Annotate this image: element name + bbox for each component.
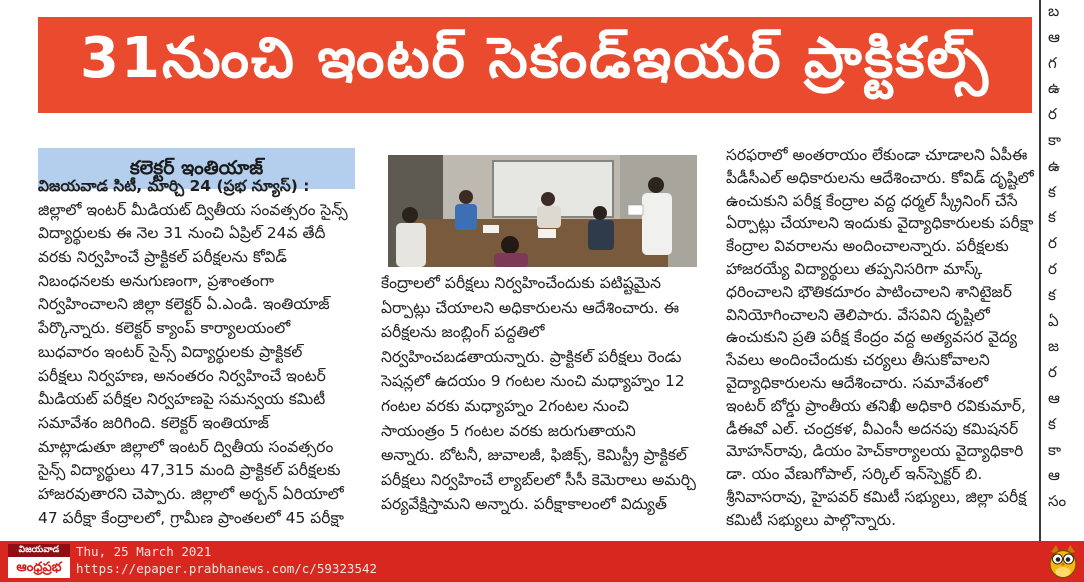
text-line: మోహన్‌రావు, డియం హెచ్‌కార్యాలయ వైద్యాధికారి: [726, 442, 1024, 461]
text-line: ఏర్పాట్లు చేయాలని ఇందుకు వైద్యాధికారులకు పరీక్షా: [726, 214, 1034, 233]
text-line: జిల్లాలో ఇంటర్ మీడియట్ ద్వితీయ సంవత్సరం సైన్స్: [38, 200, 348, 219]
cut-off-text-fragment: ఏ: [1048, 311, 1059, 330]
cut-off-text-fragment: ఆ: [1048, 389, 1060, 407]
person-head: [402, 207, 418, 223]
cut-off-text-fragment: కా: [1048, 440, 1062, 459]
seated-person-dark: [588, 220, 614, 250]
text-line: హాజరవుతారని చెప్పారు. జిల్లాలో అర్బన్ ఏరియాలో: [38, 484, 344, 503]
table-paper: [483, 225, 499, 233]
cut-off-text-fragment: బ: [1048, 2, 1060, 20]
person-head: [648, 177, 664, 193]
cut-off-text-fragment: సం: [1048, 492, 1067, 511]
cut-off-text-fragment: క: [1048, 182, 1056, 201]
text-line: పీడీసీఎల్ అధికారులను ఆదేశించారు. కోవిడ్ దృష్టిలో: [726, 168, 1034, 187]
text-line: 47 పరీక్షా కేంద్రాలలో, గ్రామీణ ప్రాంతలలో 45 పరీక్షా: [38, 508, 344, 527]
text-line: ఉంచుకుని పరీక్ష కేంద్రాల వద్ద ధర్మల్ స్క్రీనింగ్ చేసే: [726, 191, 1018, 210]
person-head: [541, 192, 555, 206]
text-line: సరఫరాలో అంతరాయం లేకుండా చూడాలని ఏపీఈ: [726, 146, 1028, 164]
text-line: శ్రీనివాసరావు, హైపవర్ కమిటీ సభ్యులు, జిల్లా పరీక్ష: [726, 487, 1027, 506]
text-line: కేంద్రాల వివరాలను అందించాలన్నారు. పరీక్షలకు: [726, 237, 1009, 256]
text-line: ఏర్పాట్లు చేయాలని అధికారులను ఆదేశించారు. ఈ: [381, 298, 679, 317]
text-line: బుధవారం ఇంటర్ సైన్స్ విద్యార్థులకు ప్రాక్టికల్: [38, 342, 303, 361]
cut-off-text-fragment: ఉ: [1048, 79, 1060, 98]
text-line: డీఈవో ఎల్. చంద్రకళ, వీఎంసీ అదనపు కమిషనర్: [726, 419, 1019, 438]
adjacent-article-edge: [1048, 0, 1084, 541]
cut-off-text-fragment: క: [1048, 414, 1056, 433]
text-line: పరీక్షలు నిర్వహించే ల్యాబ్‌లలో సీసీ కెమెరాలు అమర్చి: [381, 470, 696, 489]
text-line: సాయంత్రం 5 గంటల వరకు జరుగుతాయని: [381, 421, 636, 440]
text-line: విద్యార్థులకు ఈ నెల 31 నుంచి ఏప్రిల్ 24వ తేదీ: [38, 224, 326, 243]
cut-off-text-fragment: ఉ: [1048, 156, 1060, 175]
cut-off-text-fragment: ర: [1048, 363, 1057, 382]
publication-logo: [8, 544, 70, 579]
text-line: నిబంధనలకు అనుగుణంగా, ప్రశాంతంగా: [38, 271, 274, 290]
meeting-photo: [388, 155, 697, 267]
text-line: మాట్లాడుతూ జిల్లాలో ఇంటర్ ద్వితీయ సంవత్సరం: [38, 437, 334, 456]
subheading: కలెక్టర్ ఇంతియాజ్: [129, 157, 264, 179]
text-line: వరకు నిర్వహించే ప్రాక్టికల్ పరీక్షలను కోవిడ్: [38, 248, 287, 267]
article-column-right: [726, 144, 1036, 536]
cut-off-text-fragment: ర: [1048, 260, 1057, 278]
cut-off-text-fragment: ర: [1048, 234, 1057, 253]
cut-off-text-fragment: కా: [1048, 131, 1062, 149]
meeting-photo-image: [388, 155, 697, 267]
text-line: అన్నారు. బోటనీ, జువాలజీ, ఫిజిక్స్, కెమిస్ట్రీ ప్రాక్టికల్: [381, 446, 687, 465]
cut-off-text-fragment: క: [1048, 208, 1056, 227]
text-line: గంటల వరకు మధ్యాహ్నం 2గంటల నుంచి: [381, 396, 629, 415]
person-head: [459, 190, 473, 204]
text-line: నిర్వహించాలని జిల్లా కలెక్టర్ ఏ.ఎండి. ఇంతియాజ్: [38, 295, 330, 314]
text-line: ధరించాలని భౌతికదూరం పాటించాలని శానిటైజర్: [726, 282, 1012, 301]
table-paper: [538, 229, 556, 238]
cut-off-text-fragment: ర: [1048, 105, 1057, 124]
clip-url: https://epaper.prabhanews.com/c/59323542: [76, 561, 378, 576]
text-line: పరీక్షలను జంబ్లింగ్ పద్దతిలో: [381, 323, 545, 342]
headline: 31నుంచి ఇంటర్ సెకండ్ఇయర్ ప్రాక్టికల్స్: [80, 25, 990, 91]
held-paper: [628, 205, 643, 215]
person-head: [593, 206, 607, 220]
article-column-middle: [381, 271, 701, 521]
cut-off-text-fragment: ఆ: [1048, 466, 1060, 485]
text-line: హాజరయ్యే విద్యార్థులు తప్పనిసరిగా మాస్క్: [726, 259, 983, 278]
text-line: సమావేశం జరిగింది. కలెక్టర్ ఇంతియాజ్: [38, 413, 269, 432]
text-line: సైన్స్ విద్యార్థులు 47,315 మంది ప్రాక్టికల్ పరీక్షలకు: [38, 461, 341, 480]
dateline: విజయవాడ సిటీ, మార్చి 24 (ప్రభ న్యూస్) :: [38, 177, 310, 195]
headline-banner: [38, 17, 1032, 113]
cut-off-text-fragment: గ: [1048, 53, 1057, 72]
collector-seated: [537, 206, 561, 228]
text-line: పరీక్షలు నిర్వహణ, అనంతరం నిర్వహించే ఇంటర్: [38, 366, 326, 385]
column-rule: [1039, 0, 1041, 541]
text-line: కమిటీ సభ్యులు పాల్గొన్నారు.: [726, 510, 897, 529]
standing-officer: [642, 193, 672, 255]
text-line: పర్యవేక్షిస్తామని అన్నారు. పరీక్షాకాలంలో విద్యుత్: [381, 495, 667, 514]
cut-off-text-fragment: క: [1048, 285, 1056, 304]
text-line: వినియోగించాలని తెలిపారు. వేసవిని దృష్టిలో: [726, 305, 990, 324]
text-line: వైద్యాధికారులను ఆదేశించారు. సమావేశంలో: [726, 373, 989, 392]
article-column-left: [38, 175, 364, 535]
text-line: నిర్వహించబడతాయన్నారు. ప్రాక్టికల్ పరీక్షలు రెండు: [381, 347, 682, 366]
seated-person-blue: [455, 204, 477, 230]
cut-off-text-fragment: జ: [1048, 337, 1059, 356]
issue-date: Thu, 25 March 2021: [76, 544, 212, 559]
epaper-footer: [0, 541, 1084, 582]
logo-name: ఆంధ్రప్రభ: [8, 557, 70, 578]
text-line: ఉంచుకుని ప్రతి పరీక్ష కేంద్రం వద్ద అత్యవసర వైద్య: [726, 328, 1017, 347]
cut-off-text-fragment: ఆ: [1048, 27, 1060, 46]
logo-edition: విజయవాడ: [8, 544, 70, 557]
text-line: మీడియట్ పరీక్షల నిర్వహణపై సమన్వయ కమిటీ: [38, 390, 326, 409]
text-line: పేర్కొన్నారు. కలెక్టర్ క్యాంప్ కార్యాలయంలో: [38, 319, 291, 338]
text-line: డా. యం వేణుగోపాల్, సర్కిల్ ఇన్‌స్పెక్టర్ బి.: [726, 465, 983, 484]
text-line: కేంద్రాలలో పరీక్షలు నిర్వహించేందుకు పటిష్టమైన: [381, 274, 662, 292]
person-head: [501, 236, 519, 254]
owl-icon: [1047, 544, 1079, 579]
seated-person-white: [396, 223, 426, 267]
text-line: ఇంటర్ బోర్డు ప్రాంతీయ తనిఖీ అధికారి రవికుమార్,: [726, 396, 1026, 415]
text-line: సేవలు అందించేందుకు చర్యలు తీసుకోవాలని: [726, 351, 990, 370]
seated-person-front: [494, 253, 528, 267]
text-line: సెషన్లలో ఉదయం 9 గంటల నుంచి మధ్యాహ్నం 12: [381, 372, 685, 391]
